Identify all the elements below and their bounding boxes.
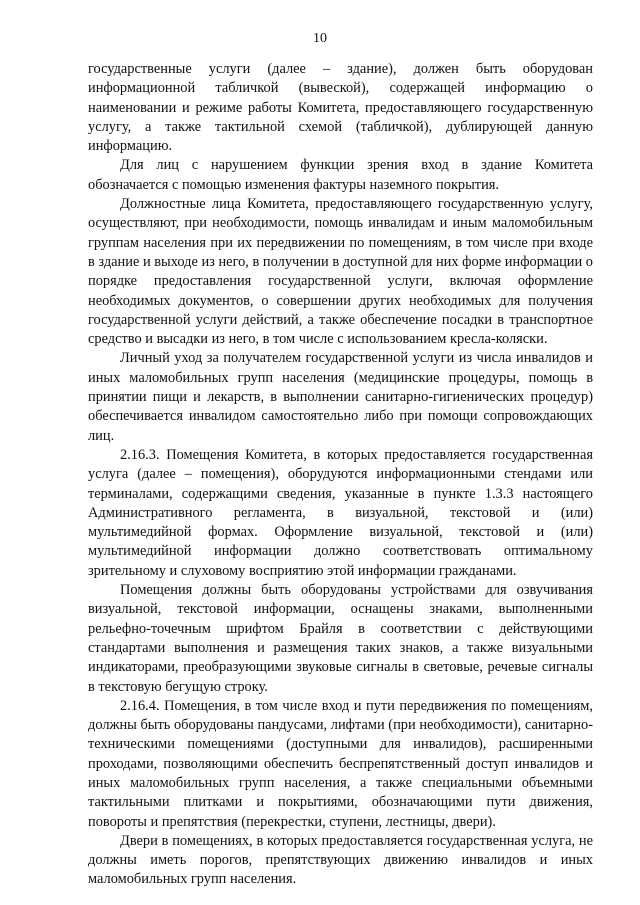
paragraph-voice-braille-devices: Помещения должны быть оборудованы устройствами для озвучивания визуальной, текстовой информации, оснащены знаками, выполненными рельефно-точечным шрифтом Брайля в соответствии с действующими стандартами выполнения и размещения таких знаков, а также визуальными индикаторами, преобразующими звуковые сигналы в световые, речевые сигналы в текстовую бегущую строку. <box>88 582 593 695</box>
body-text <box>88 60 593 890</box>
paragraph-doors-no-thresholds: Двери в помещениях, в которых предоставляется государственная услуга, не должны иметь порогов, препятствующих движению инвалидов и иных маломобильных групп населения. <box>88 832 593 888</box>
paragraph-vision-impaired-entrance: Для лиц с нарушением функции зрения вход в здание Комитета обозначается с помощью изменения фактуры наземного покрытия. <box>88 157 593 193</box>
page-number: 10 <box>313 31 327 46</box>
paragraph-2-16-4-accessibility-equipment: 2.16.4. Помещения, в том числе вход и пути передвижения по помещениям, должны быть оборудованы пандусами, лифтами (при необходимости), санитарно-техническими помещениями (доступными для инвалидов), расширенными проходами, позволяющими обеспечить беспрепятственный доступ инвалидов и иных маломобильных групп населения, а также специальными объемными тактильными плитками и покрытиями, обозначающими пути движения, повороты и препятствия (перекрестки, ступени, лестницы, двери). <box>88 697 593 830</box>
paragraph-building-signage: государственные услуги (далее – здание), должен быть оборудован информационной табличкой (вывеской), содержащей информацию о наименовании и режиме работы Комитета, предоставляющего государственную услугу, а также тактильной схемой (табличкой), дублирующей данную информацию. <box>88 61 593 155</box>
paragraph-personal-care: Личный уход за получателем государственной услуги из числа инвалидов и иных маломобильных групп населения (медицинские процедуры, помощь в принятии пищи и лекарств, в выполнении санитарно-гигиенических процедур) обеспечивается инвалидом самостоятельно либо при помощи сопровождающих лиц. <box>88 350 593 444</box>
paragraph-staff-assistance: Должностные лица Комитета, предоставляющего государственную услугу, осуществляют, при необходимости, помощь инвалидам и иным маломобильным группам населения при их передвижении по помещениям, в том числе при входе в здание и выходе из него, в получении в доступной для них форме информации о порядке предоставления государственной услуги, включая оформление необходимых документов, о совершении других необходимых для получения государственной услуги действий, а также обеспечение посадки в транспортное средство и высадки из него, в том числе с использованием кресла-коляски. <box>88 196 593 348</box>
paragraph-2-16-3-info-stands: 2.16.3. Помещения Комитета, в которых предоставляется государственная услуга (далее – помещения), оборудуются информационными стендами или терминалами, содержащими сведения, указанные в пункте 1.3.3 настоящего Административного регламента, в визуальной, текстовой и (или) мультимедийной формах. Оформление визуальной, текстовой и (или) мультимедийной информации должно соответствовать оптимальному зрительному и слуховому восприятию этой информации гражданами. <box>88 446 593 579</box>
